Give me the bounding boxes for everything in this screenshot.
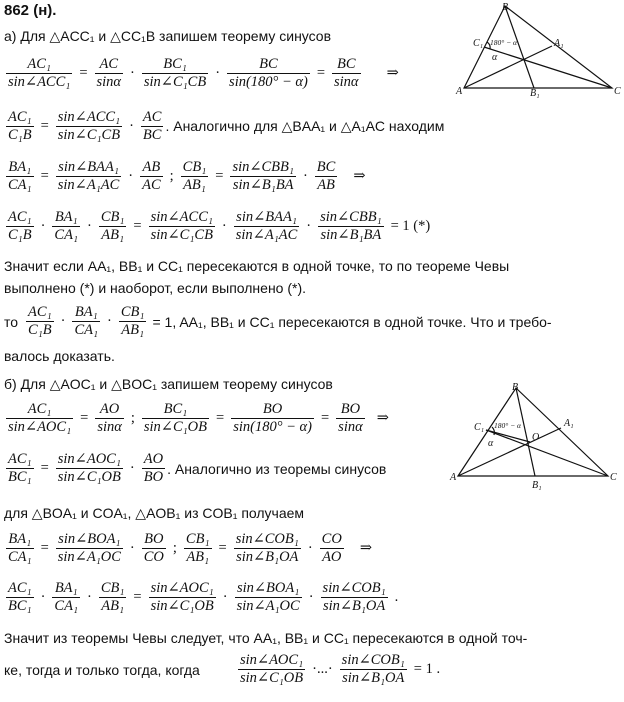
label-a1: A₁ [554, 38, 564, 49]
fraction: $\frac{BO}{\sin(180^\circ - \alpha)}$ [233, 401, 312, 435]
fraction: $\frac{BC}{\sin(180^\circ - \alpha)}$ [229, 56, 308, 90]
part-b-eq2: $\frac{\text{AC₁}}{\text{BC₁}}$ = $\frac{\text{sin∠AOC₁}}{\text{sin∠C₁OB}}$ · $\frac{AO}{BO}$ . Аналогично из теоремы синусов [8, 451, 387, 485]
part-b-eq3: $\frac{\text{BA₁}}{\text{CA₁}}$ = $\frac{\text{sin∠BOA₁}}{\text{sin∠A₁OC}}$ · $\frac{BO}{CO}$ ; $\frac{\text{CB₁}}{\text{AB₁}}$ = $\frac{\text{sin∠COB₁}}{\text{sin∠B₁OA}}$ · $\frac{CO}{AO}$ ⇒ [8, 531, 372, 565]
fraction: $\frac{BC}{AB}$ [316, 159, 336, 193]
part-a-eq2: $\frac{\text{AC₁}}{\text{C₁B}}$ = $\frac{\text{sin∠ACC₁}}{\text{sin∠C₁CB}}$ · $\frac{AC}{BC}$ . Аналогично для △BAA₁ и △A₁AC находим [8, 109, 445, 143]
cevian-aa1 [464, 46, 552, 88]
fraction: $\frac{\text{BC₁}}{\text{sin∠C₁CB}}$ [143, 56, 207, 90]
fraction: $\frac{CO}{AO}$ [321, 531, 342, 565]
fraction: $\frac{\text{AC₁}}{\text{sin∠AOC₁}}$ [8, 401, 72, 435]
fraction: $\frac{\text{AC₁}}{\text{C₁B}}$ [8, 209, 32, 243]
fraction: $\frac{\text{BC₁}}{\text{sin∠C₁OB}}$ [143, 401, 208, 435]
implies-arrow: ⇒ [376, 410, 389, 426]
part-b-eq1: $\frac{\text{AC₁}}{\text{sin∠AOC₁}}$ = $\frac{AO}{\sin\alpha}$ ; $\frac{\text{BC₁}}{\text{sin∠C₁OB}}$ = $\frac{BO}{\sin(180^\circ - \alpha)}$ = $\frac{BO}{\sin\alpha}$ ⇒ [8, 401, 389, 435]
label-a1: A₁ [564, 418, 574, 429]
fraction: $\frac{\text{sin∠COB₁}}{\text{sin∠B₁OA}}$ [322, 580, 386, 614]
triangle-figure-a [446, 0, 622, 98]
fraction: $\frac{AO}{BO}$ [143, 451, 164, 485]
part-b-final-line2: ке, тогда и только тогда, когда [4, 662, 200, 678]
fraction: $\frac{\text{AC₁}}{\text{BC₁}}$ [8, 451, 32, 485]
fraction: $\frac{\text{AC₁}}{\text{BC₁}}$ [8, 580, 32, 614]
label-c1: C₁ [473, 38, 484, 49]
fraction: $\frac{\text{BA₁}}{\text{CA₁}}$ [74, 304, 99, 338]
label-angle: 180° − α [490, 38, 517, 47]
label-c: C [614, 86, 621, 97]
fraction: $\frac{\text{sin∠BAA₁}}{\text{sin∠A₁AC}}$ [57, 159, 120, 193]
part-a-eq1: $\frac{\text{AC₁}}{\text{sin∠ACC₁}}$ = $\frac{AC}{\sin\alpha}$ · $\frac{\text{BC₁}}{\text{sin∠C₁CB}}$ · $\frac{BC}{\sin(180^\circ - \alpha)}$ = $\frac{BC}{\sin\alpha}$ ⇒ [8, 56, 399, 90]
fraction: $\frac{\text{CB₁}}{\text{AB₁}}$ [182, 159, 207, 193]
fraction: $\frac{\text{CB₁}}{\text{AB₁}}$ [120, 304, 145, 338]
label-c1: C₁ [474, 422, 485, 433]
label-b: B [502, 2, 509, 13]
fraction: $\frac{\text{sin∠BOA₁}}{\text{sin∠A₁OC}}$ [236, 580, 300, 614]
part-b-final-line1: Значит из теоремы Чевы следует, что AA₁, BB₁ и CC₁ пересекаются в одной точ- [4, 630, 528, 646]
label-b1: B₁ [532, 480, 542, 490]
implies-arrow: ⇒ [386, 65, 399, 81]
part-a-para1-line2: выполнено (*) и наоборот, если выполнено (*). [4, 280, 307, 296]
label-angle: 180° − α [494, 421, 521, 430]
fraction: $\frac{BO}{\sin\alpha}$ [338, 401, 363, 435]
fraction: $\frac{\text{sin∠BOA₁}}{\text{sin∠A₁OC}}$ [57, 531, 121, 565]
triangle-figure-b [448, 380, 622, 490]
fraction: $\frac{\text{sin∠CBB₁}}{\text{sin∠B₁BA}}$ [320, 209, 382, 243]
fraction: $\frac{\text{sin∠ACC₁}}{\text{sin∠C₁CB}}$ [57, 109, 121, 143]
fraction: $\frac{\text{sin∠BAA₁}}{\text{sin∠A₁AC}}$ [235, 209, 298, 243]
part-a-eq3: $\frac{\text{BA₁}}{\text{CA₁}}$ = $\frac{\text{sin∠BAA₁}}{\text{sin∠A₁AC}}$ · $\frac{AB}{AC}$ ; $\frac{\text{CB₁}}{\text{AB₁}}$ = $\frac{\text{sin∠CBB₁}}{\text{sin∠B₁BA}}$ · $\frac{BC}{AB}$ ⇒ [8, 159, 366, 193]
fraction: $\frac{\text{sin∠CBB₁}}{\text{sin∠B₁BA}}$ [232, 159, 294, 193]
part-b-eq4: $\frac{\text{AC₁}}{\text{BC₁}}$ · $\frac{\text{BA₁}}{\text{CA₁}}$ · $\frac{\text{CB₁}}{\text{AB₁}}$ = $\frac{\text{sin∠AOC₁}}{\text{sin∠C₁OB}}$ · $\frac{\text{sin∠BOA₁}}{\text{sin∠A₁OC}}$ · $\frac{\text{sin∠COB₁}}{\text{sin∠B₁OA}}$ . [8, 580, 399, 614]
fraction: $\frac{AC}{\sin\alpha}$ [96, 56, 122, 90]
part-a-conclusion-line2: валось доказать. [4, 348, 115, 364]
part-a-conclusion: то $\frac{\text{AC₁}}{\text{C₁B}}$ · $\frac{\text{BA₁}}{\text{CA₁}}$ · $\frac{\text{CB₁}}{\text{AB₁}}$ = 1, AA₁, BB₁ и CC₁ пересекаются в одной точке. Что и требо- [4, 304, 552, 338]
fraction: $\frac{\text{sin∠AOC₁}}{\text{sin∠C₁OB}}$ [240, 652, 304, 686]
label-a: A [456, 86, 463, 97]
fraction: $\frac{AB}{AC}$ [142, 159, 161, 193]
fraction: $\frac{\text{sin∠ACC₁}}{\text{sin∠C₁CB}}$ [150, 209, 213, 243]
problem-number: 862 (н). [4, 2, 57, 19]
fraction: $\frac{\text{AC₁}}{\text{C₁B}}$ [28, 304, 52, 338]
label-b1: B₁ [530, 88, 540, 98]
label-a: A [450, 472, 457, 483]
fraction: $\frac{BC}{\sin\alpha}$ [334, 56, 359, 90]
part-a-eq4: $\frac{\text{AC₁}}{\text{C₁B}}$ · $\frac{\text{BA₁}}{\text{CA₁}}$ · $\frac{\text{CB₁}}{\text{AB₁}}$ = $\frac{\text{sin∠ACC₁}}{\text{sin∠C₁CB}}$ · $\frac{\text{sin∠BAA₁}}{\text{sin∠A₁AC}}$ · $\frac{\text{sin∠CBB₁}}{\text{sin∠B₁BA}}$ = 1 (*) [8, 209, 431, 243]
part-a-intro: а) Для △ACC₁ и △CC₁B запишем теорему синусов [4, 28, 332, 44]
fraction: $\frac{\text{sin∠AOC₁}}{\text{sin∠C₁OB}}$ [150, 580, 214, 614]
fraction: $\frac{\text{sin∠COB₁}}{\text{sin∠B₁OA}}$ [341, 652, 405, 686]
part-b-final-formula: $\frac{\text{sin∠AOC₁}}{\text{sin∠C₁OB}}$ ·...· $\frac{\text{sin∠COB₁}}{\text{sin∠B₁OA}}$ = 1 . [240, 652, 441, 686]
part-b-line3: для △BOA₁ и COA₁, △AOB₁ из COB₁ получаем [4, 505, 305, 521]
part-b-intro: б) Для △AOC₁ и △BOC₁ запишем теорему синусов [4, 376, 333, 392]
fraction: $\frac{\text{BA₁}}{\text{CA₁}}$ [8, 159, 32, 193]
fraction: $\frac{\text{sin∠AOC₁}}{\text{sin∠C₁OB}}$ [57, 451, 121, 485]
cevian-cc1 [484, 47, 612, 88]
fraction: $\frac{\text{BA₁}}{\text{CA₁}}$ [54, 209, 78, 243]
label-c: C [610, 472, 617, 483]
fraction: $\frac{\text{CB₁}}{\text{AB₁}}$ [100, 209, 125, 243]
label-alpha: α [488, 438, 494, 449]
implies-arrow: ⇒ [353, 168, 366, 184]
fraction: $\frac{\text{CB₁}}{\text{AB₁}}$ [185, 531, 210, 565]
cevian-cc1 [486, 430, 608, 476]
fraction: $\frac{\text{BA₁}}{\text{CA₁}}$ [54, 580, 78, 614]
implies-arrow: ⇒ [359, 540, 372, 556]
triangle-abc [464, 6, 612, 88]
fraction: $\frac{\text{sin∠COB₁}}{\text{sin∠B₁OA}}$ [235, 531, 299, 565]
fraction: $\frac{\text{AC₁}}{\text{C₁B}}$ [8, 109, 32, 143]
fraction: $\frac{\text{AC₁}}{\text{sin∠ACC₁}}$ [8, 56, 71, 90]
fraction: $\frac{\text{CB₁}}{\text{AB₁}}$ [100, 580, 125, 614]
cevian-bb1 [505, 6, 534, 88]
label-o: O [532, 432, 540, 443]
fraction: $\frac{AO}{\sin\alpha}$ [97, 401, 122, 435]
label-alpha: α [492, 52, 498, 63]
fraction: $\frac{AC}{BC}$ [142, 109, 162, 143]
fraction: $\frac{\text{BA₁}}{\text{CA₁}}$ [8, 531, 32, 565]
part-a-para1-line1: Значит если AA₁, BB₁ и CC₁ пересекаются в одной точке, то по теореме Чевы [4, 258, 510, 274]
fraction: $\frac{BO}{CO}$ [143, 531, 164, 565]
label-b: B [512, 382, 519, 393]
